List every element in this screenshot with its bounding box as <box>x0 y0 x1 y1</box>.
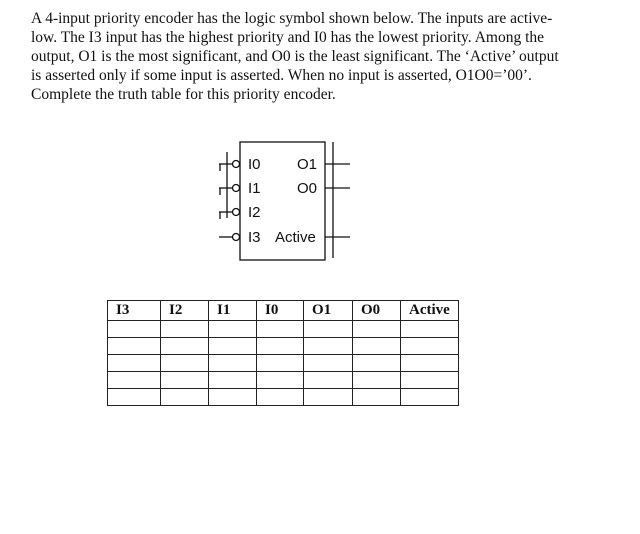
table-cell[interactable] <box>209 355 257 372</box>
table-cell[interactable] <box>108 389 161 406</box>
table-cell[interactable] <box>304 338 353 355</box>
table-cell[interactable] <box>108 355 161 372</box>
table-cell[interactable] <box>401 338 459 355</box>
table-cell[interactable] <box>353 355 401 372</box>
table-cell[interactable] <box>161 389 209 406</box>
header-i2: I2 <box>161 301 209 321</box>
problem-line: Complete the truth table for this priority encoder. <box>31 86 336 103</box>
problem-line: output, O1 is the most significant, and O0 is the least significant. The ‘Active’ output <box>31 48 559 65</box>
table-cell[interactable] <box>108 372 161 389</box>
table-cell[interactable] <box>161 321 209 338</box>
table-cell[interactable] <box>257 355 304 372</box>
input-label-i2: I2 <box>248 204 261 221</box>
table-row <box>108 321 459 338</box>
problem-line: is asserted only if some input is asserted. When no input is asserted, O1O0=’00’. <box>31 67 532 84</box>
output-label-o1: O1 <box>297 156 318 173</box>
table-cell[interactable] <box>353 389 401 406</box>
output-label-active: Active <box>275 229 316 246</box>
table-cell[interactable] <box>257 321 304 338</box>
table-cell[interactable] <box>401 321 459 338</box>
table-cell[interactable] <box>257 389 304 406</box>
table-cell[interactable] <box>401 389 459 406</box>
output-label-o0: O0 <box>297 180 318 197</box>
table-row <box>108 389 459 406</box>
truth-table <box>107 300 459 406</box>
table-cell[interactable] <box>304 355 353 372</box>
header-active: Active <box>401 301 459 321</box>
table-cell[interactable] <box>161 372 209 389</box>
table-cell[interactable] <box>209 321 257 338</box>
table-cell[interactable] <box>353 321 401 338</box>
problem-line: low. The I3 input has the highest priority and I0 has the lowest priority. Among the <box>31 29 544 46</box>
table-cell[interactable] <box>353 372 401 389</box>
table-row <box>108 372 459 389</box>
problem-line: A 4-input priority encoder has the logic symbol shown below. The inputs are active- <box>31 10 553 27</box>
table-cell[interactable] <box>304 389 353 406</box>
table-cell[interactable] <box>108 321 161 338</box>
input-label-i3: I3 <box>248 229 261 246</box>
table-cell[interactable] <box>257 372 304 389</box>
table-header-row <box>108 301 459 321</box>
table-row <box>108 355 459 372</box>
table-cell[interactable] <box>401 372 459 389</box>
table-cell[interactable] <box>108 338 161 355</box>
table-cell[interactable] <box>257 338 304 355</box>
header-o1: O1 <box>304 301 353 321</box>
table-cell[interactable] <box>161 338 209 355</box>
table-cell[interactable] <box>209 389 257 406</box>
header-i1: I1 <box>209 301 257 321</box>
table-cell[interactable] <box>161 355 209 372</box>
table-row <box>108 338 459 355</box>
table-cell[interactable] <box>304 321 353 338</box>
input-label-i1: I1 <box>248 180 261 197</box>
header-o0: O0 <box>353 301 401 321</box>
table-cell[interactable] <box>209 372 257 389</box>
input-label-i0: I0 <box>248 156 261 173</box>
table-cell[interactable] <box>304 372 353 389</box>
table-cell[interactable] <box>401 355 459 372</box>
table-cell[interactable] <box>353 338 401 355</box>
header-i3: I3 <box>108 301 161 321</box>
header-i0: I0 <box>257 301 304 321</box>
input-wires <box>219 152 240 241</box>
output-wires <box>325 142 350 258</box>
table-cell[interactable] <box>209 338 257 355</box>
